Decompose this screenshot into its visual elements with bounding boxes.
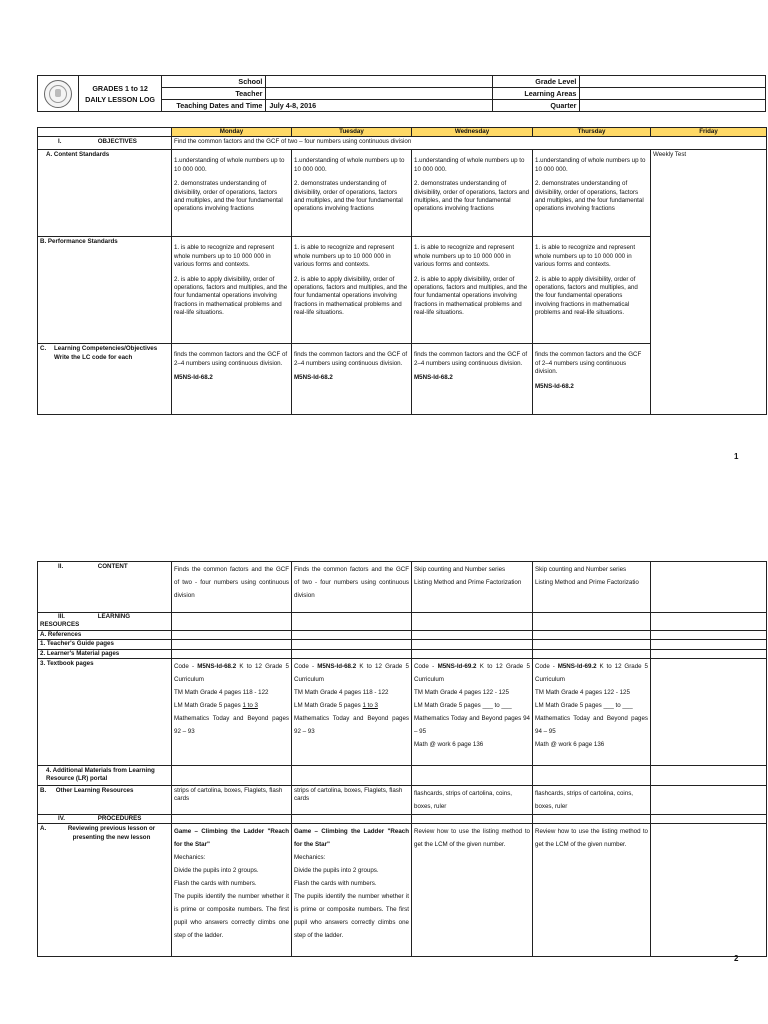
learning-competencies-monday: finds the common factors and the GCF of 2–4 numbers using continuous division. M5NS-Id-68.2 [172, 344, 292, 415]
performance-standards-thursday: 1. is able to recognize and represent whole numbers up to 10 000 000 in various forms and contexts. 2. is able to apply divisibility, order of operations, factors and multiples, and the four fundamental operations involving fractions in mathematical problems and real-life situations. [533, 237, 651, 344]
title-cell [78, 76, 162, 112]
lc-code-instruction: Write the LC code for each [54, 353, 133, 361]
quarter-label: Quarter [492, 100, 580, 112]
content-monday: Finds the common factors and the GCF of two - four numbers using continuous division [172, 562, 292, 613]
content-standards-tuesday: 1.understanding of whole numbers up to 10 000 000. 2. demonstrates understanding of divisibility, order of operations, factors and multiples, and the four fundamental operations involving fractions [292, 150, 412, 237]
review-wednesday: Review how to use the listing method to get the LCM of the given number. [412, 824, 533, 957]
textbook-wednesday: Code - M5NS-Id-69.2 K to 12 Grade 5 Curriculum TM Math Grade 4 pages 122 - 125 LM Math Grade 5 pages ___ to ___ Mathematics Today and Beyond pages 94 – 95 Math @ work 6 page 136 [412, 659, 533, 766]
log-title: DAILY LESSON LOG [85, 94, 156, 104]
performance-standards-label: B. Performance Standards [38, 237, 172, 344]
learning-competencies-tuesday: finds the common factors and the GCF of 2–4 numbers using continuous division. M5NS-Id-68.2 [292, 344, 412, 415]
learning-competencies-label-cell: C. Learning Competencies/Objectives Write the LC code for each [38, 344, 172, 415]
quarter-value [580, 100, 766, 112]
day-header-friday: Friday [651, 128, 767, 137]
content-standards-label: A. Content Standards [38, 150, 172, 237]
textbook-thursday: Code - M5NS-Id-69.2 K to 12 Grade 5 Curriculum TM Math Grade 4 pages 122 - 125 LM Math Grade 5 pages ___ to ___ Mathematics Today and Beyond pages 94 – 95 Math @ work 6 page 136 [533, 659, 651, 766]
deped-seal-icon [44, 80, 72, 108]
learning-resources-label: LEARNING RESOURCES [40, 613, 131, 629]
day-header-tuesday: Tuesday [292, 128, 412, 137]
review-thursday: Review how to use the listing method to get the LCM of the given number. [533, 824, 651, 957]
learners-material-label: 2. Learner's Material pages [38, 649, 172, 658]
teacher-value [266, 88, 492, 100]
content-standards-monday: 1.understanding of whole numbers up to 10 000 000. 2. demonstrates understanding of divisibility, order of operations, factors and multiples, and the four fundamental operations involving fractions [172, 150, 292, 237]
page-number-2: 2 [734, 954, 739, 963]
other-resources-monday: strips of cartolina, boxes, Flaglets, flash cards [172, 785, 292, 814]
content-tuesday: Finds the common factors and the GCF of two - four numbers using continuous division [292, 562, 412, 613]
content-wednesday: Skip counting and Number series Listing Method and Prime Factorization [412, 562, 533, 613]
textbook-tuesday: Code - M5NS-Id-68.2 K to 12 Grade 5 Curriculum TM Math Grade 4 pages 118 - 122 LM Math Grade 5 pages 1 to 3 Mathematics Today and Beyond pages 92 – 93 [292, 659, 412, 766]
grade-level-label: Grade Level [492, 76, 580, 88]
school-label: School [162, 76, 266, 88]
other-resources-thursday: flashcards, strips of cartolina, coins, boxes, ruler [533, 785, 651, 814]
procedures-label-cell: IV. PROCEDURES [38, 814, 172, 823]
day-header-monday: Monday [172, 128, 292, 137]
objectives-text: Find the common factors and the GCF of two – four numbers using continuous division [172, 137, 767, 150]
dates-value: July 4-8, 2016 [266, 100, 492, 112]
teacher-label: Teacher [162, 88, 266, 100]
reviewing-label-cell: A. Reviewing previous lesson or presenting the new lesson [38, 824, 172, 957]
deped-seal-cell [38, 76, 79, 112]
learning-areas-value [580, 88, 766, 100]
content-friday [651, 562, 767, 613]
learning-competencies-thursday: finds the common factors and the GCF of 2–4 numbers using continuous division. M5NS-Id-68.2 [533, 344, 651, 415]
textbook-pages-label: 3. Textbook pages [38, 659, 172, 766]
learning-competencies-wednesday: finds the common factors and the GCF of 2–4 numbers using continuous division. M5NS-Id-68.2 [412, 344, 533, 415]
content-thursday: Skip counting and Number series Listing Method and Prime Factorizatio [533, 562, 651, 613]
performance-standards-monday: 1. is able to recognize and represent whole numbers up to 10 000 000 in various forms and contexts. 2. is able to apply divisibility, order of operations, factors and multiples, and the four fundamental operations involving fractions in mathematical problems and real-life situations. [172, 237, 292, 344]
grade-level-value [580, 76, 766, 88]
references-label: A. References [38, 630, 172, 639]
friday-weekly-test: Weekly Test [651, 150, 767, 415]
content-standards-wednesday: 1.understanding of whole numbers up to 10 000 000. 2. demonstrates understanding of divisibility, order of operations, factors and multiples, and the four fundamental operations involving fractions [412, 150, 533, 237]
review-tuesday: Game – Climbing the Ladder "Reach for the Star" Mechanics: Divide the pupils into 2 groups. Flash the cards with numbers. The pupils identify the number whether it is prime or composite numbers. The first pupil who answers correctly climbs one step of the ladder. [292, 824, 412, 957]
grades-title: GRADES 1 to 12 [92, 83, 148, 93]
review-monday: Game – Climbing the Ladder "Reach for the Star" Mechanics: Divide the pupils into 2 groups. Flash the cards with numbers. The pupils identify the number whether it is prime or composite numbers. The first pupil who answers correctly climbs one step of the ladder. [172, 824, 292, 957]
dates-label: Teaching Dates and Time [162, 100, 266, 112]
day-header-thursday: Thursday [533, 128, 651, 137]
objectives-label: OBJECTIVES [97, 138, 137, 146]
performance-standards-tuesday: 1. is able to recognize and represent whole numbers up to 10 000 000 in various forms and contexts. 2. is able to apply divisibility, order of operations, factors and multiples, and the four fundamental operations involving fractions in mathematical problems and real-life situations. [292, 237, 412, 344]
other-resources-tuesday: strips of cartolina, boxes, Flaglets, flash cards [292, 785, 412, 814]
page-number-1: 1 [734, 452, 739, 461]
day-header-wednesday: Wednesday [412, 128, 533, 137]
learning-competencies-label: Learning Competencies/Objectives [54, 345, 158, 353]
learning-areas-label: Learning Areas [492, 88, 580, 100]
content-label: CONTENT [97, 563, 128, 570]
objectives-table [37, 127, 767, 415]
reviewing-label: Reviewing previous lesson or presenting the new lesson [67, 825, 156, 841]
content-procedures-table [37, 561, 767, 957]
other-resources-label: Other Learning Resources [55, 786, 134, 794]
additional-materials-label: 4. Additional Materials from Learning Resource (LR) portal [38, 766, 172, 786]
header-table [37, 75, 766, 112]
other-resources-label-cell: B. Other Learning Resources [38, 785, 172, 814]
performance-standards-wednesday: 1. is able to recognize and represent whole numbers up to 10 000 000 in various forms and contexts. 2. is able to apply divisibility, order of operations, factors and multiples, and the four fundamental operations involving fractions in mathematical problems and real-life situations. [412, 237, 533, 344]
procedures-label: PROCEDURES [97, 814, 142, 822]
objectives-label-cell: I. OBJECTIVES [38, 137, 172, 150]
learning-resources-label-cell: III. LEARNING RESOURCES [38, 613, 172, 631]
other-resources-wednesday: flashcards, strips of cartolina, coins, boxes, ruler [412, 785, 533, 814]
teachers-guide-label: 1. Teacher's Guide pages [38, 640, 172, 649]
content-label-cell: II. CONTENT [38, 562, 172, 613]
textbook-monday: Code - M5NS-Id-68.2 K to 12 Grade 5 Curriculum TM Math Grade 4 pages 118 - 122 LM Math Grade 5 pages 1 to 3 Mathematics Today and Beyond pages 92 – 93 [172, 659, 292, 766]
school-value [266, 76, 492, 88]
content-standards-thursday: 1.understanding of whole numbers up to 10 000 000. 2. demonstrates understanding of divisibility, order of operations, factors and multiples, and the four fundamental operations involving fractions [533, 150, 651, 237]
